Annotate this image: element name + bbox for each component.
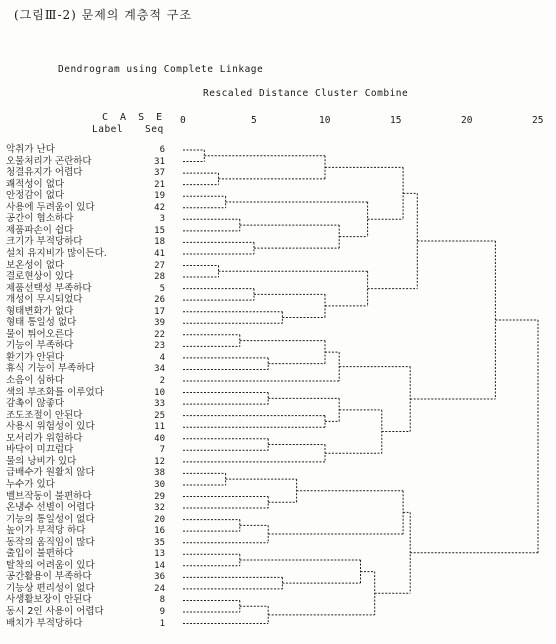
case-label: 공간이 협소하다 xyxy=(6,213,74,225)
case-seq: 7 xyxy=(159,445,165,456)
case-seq: 8 xyxy=(159,595,165,606)
dendrogram-subtitle: Rescaled Distance Cluster Combine xyxy=(203,88,409,99)
case-label: 오물처리가 곤란하다 xyxy=(6,155,92,167)
dendrogram-title: Dendrogram using Complete Linkage xyxy=(58,64,264,75)
case-seq: 4 xyxy=(159,352,165,363)
case-seq: 19 xyxy=(154,191,165,202)
case-label: 누수가 있다 xyxy=(6,478,55,490)
case-seq: 20 xyxy=(154,514,165,525)
case-seq: 31 xyxy=(154,156,165,167)
case-seq: 9 xyxy=(159,607,165,617)
case-seq: 15 xyxy=(154,225,165,236)
case-label: 쾌적성이 없다 xyxy=(6,178,65,190)
case-seq: 21 xyxy=(154,179,165,190)
case-seq: 29 xyxy=(154,491,165,502)
scale-tick: 5 xyxy=(251,115,257,126)
case-label: 물의 낭비가 있다 xyxy=(6,455,77,467)
scale-tick: 0 xyxy=(180,115,186,126)
case-seq: 1 xyxy=(159,618,165,629)
case-seq: 41 xyxy=(154,248,165,259)
case-header: C A S E xyxy=(102,112,166,123)
case-label: 바닥이 미끄럽다 xyxy=(6,444,74,456)
case-label: 모서리가 위험하다 xyxy=(6,432,83,444)
scale-tick: 25 xyxy=(532,115,544,126)
case-seq: 10 xyxy=(154,387,165,398)
case-label: 기능상 편리성이 없다 xyxy=(6,582,95,594)
case-label: 출입이 불편하다 xyxy=(6,548,74,560)
case-seq: 35 xyxy=(154,537,165,548)
case-label: 휴식 기능이 부족하다 xyxy=(6,363,95,375)
case-label: 기능의 통일성이 없다 xyxy=(6,513,95,525)
case-seq: 40 xyxy=(154,433,165,444)
seq-header: Seq xyxy=(145,124,164,135)
case-label: 제품파손이 쉽다 xyxy=(6,224,74,236)
case-label: 색의 부조화를 이루었다 xyxy=(6,386,104,398)
scale-tick: 20 xyxy=(461,115,473,126)
case-seq: 2 xyxy=(159,376,165,386)
case-label: 물이 튀어오른다 xyxy=(6,328,74,340)
case-seq: 27 xyxy=(154,260,165,271)
case-label: 제품선택성 부족하다 xyxy=(6,282,92,294)
case-seq: 39 xyxy=(154,318,165,329)
case-label: 청결유지가 어렵다 xyxy=(6,167,83,179)
case-seq: 16 xyxy=(154,526,165,537)
scale-tick: 15 xyxy=(390,115,402,126)
case-label: 악취가 난다 xyxy=(6,144,55,155)
case-seq: 30 xyxy=(154,479,165,490)
case-seq: 25 xyxy=(154,410,165,421)
case-label: 사생활보장이 안된다 xyxy=(6,594,92,606)
case-seq: 3 xyxy=(159,214,165,225)
case-label: 동작의 움직임이 많다 xyxy=(6,536,95,548)
case-seq: 17 xyxy=(154,306,165,317)
case-label: 형태변화가 없다 xyxy=(6,305,74,317)
case-label: 보온성이 없다 xyxy=(6,259,65,271)
case-seq: 34 xyxy=(154,364,165,375)
case-seq: 36 xyxy=(154,572,165,583)
case-label: 크기가 부적당하다 xyxy=(6,236,83,248)
case-label: 소음이 심하다 xyxy=(6,375,65,386)
case-label: 환기가 안된다 xyxy=(6,351,65,363)
case-label: 동시 2인 사용이 어렵다 xyxy=(6,606,104,617)
case-seq: 28 xyxy=(154,272,165,283)
case-label: 벨브작동이 불편하다 xyxy=(6,490,92,502)
case-seq: 14 xyxy=(154,560,165,571)
case-label: 형태 통일성 없다 xyxy=(6,317,77,329)
case-seq: 42 xyxy=(154,202,165,213)
label-header: Label xyxy=(92,124,124,135)
figure-caption: (그림Ⅲ-2) 문제의 계층적 구조 xyxy=(14,8,192,22)
case-seq: 38 xyxy=(154,468,165,479)
case-label: 배치가 부적당하다 xyxy=(6,617,83,629)
case-seq: 26 xyxy=(154,295,165,306)
case-seq: 12 xyxy=(154,456,165,467)
case-label: 온냉수 선별이 어렵다 xyxy=(6,502,95,514)
case-seq: 22 xyxy=(154,329,165,340)
case-label: 높이가 부적당 하다 xyxy=(6,525,86,537)
case-label: 공간활용이 부족하다 xyxy=(6,571,92,583)
case-label: 탈착의 어려움이 있다 xyxy=(6,559,95,571)
case-label: 기능이 부족하다 xyxy=(6,340,74,352)
case-seq: 33 xyxy=(154,399,165,410)
case-label: 설치 유지비가 많이든다. xyxy=(6,247,107,259)
case-seq: 37 xyxy=(154,168,165,179)
case-seq: 23 xyxy=(154,341,165,352)
case-seq: 24 xyxy=(154,583,165,594)
case-seq: 32 xyxy=(154,503,165,514)
case-label: 조도조절이 안된다 xyxy=(6,409,83,421)
case-label: 결로현상이 있다 xyxy=(6,271,74,283)
case-label: 급배수가 원활치 않다 xyxy=(6,467,95,479)
case-seq: 18 xyxy=(154,237,165,248)
case-label: 사용시 위험성이 있다 xyxy=(6,421,95,433)
case-label: 감촉이 않좋다 xyxy=(6,398,65,410)
case-label: 사용에 두려움이 있다 xyxy=(6,201,95,213)
case-seq: 13 xyxy=(154,549,165,560)
case-seq: 11 xyxy=(154,422,165,433)
case-seq: 5 xyxy=(159,283,165,294)
case-seq: 6 xyxy=(159,145,165,155)
scale-tick: 10 xyxy=(319,115,331,126)
case-label: 개성이 무시되었다 xyxy=(6,294,83,306)
case-label: 안정감이 없다 xyxy=(6,190,65,202)
